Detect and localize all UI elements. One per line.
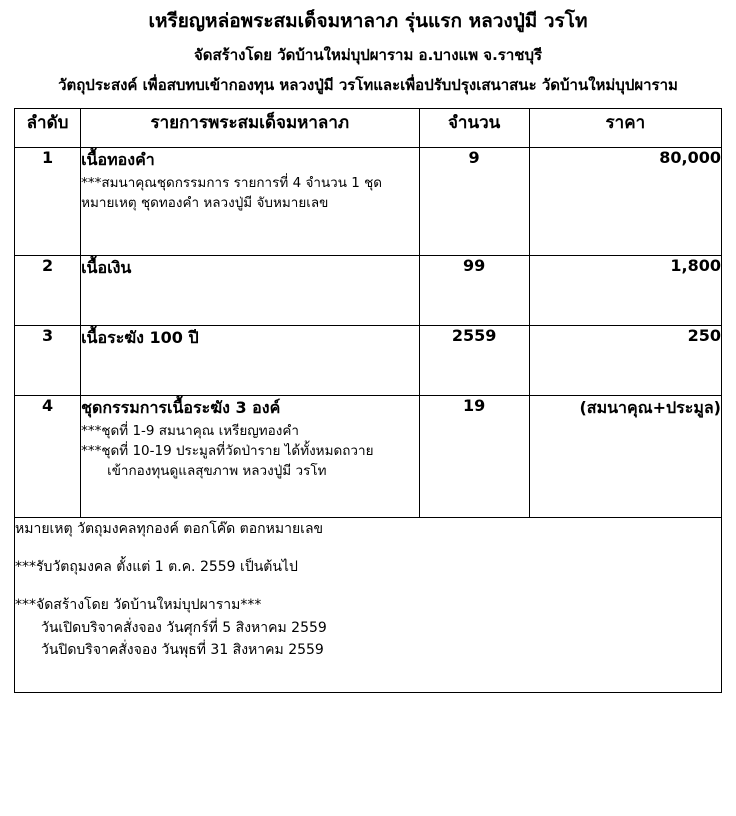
row-item: [81, 147, 419, 255]
row-price: 1,800: [529, 255, 721, 325]
items-table: [14, 108, 722, 693]
row-price: (สมนาคุณ+ประมูล): [529, 395, 721, 517]
row-qty: 99: [419, 255, 529, 325]
column-header-item: รายการพระสมเด็จมหาลาภ: [81, 108, 419, 147]
page-title: เหรียญหล่อพระสมเด็จมหาลาภ รุ่นแรก หลวงปู่มี วรโท: [148, 10, 588, 32]
subtitle-creator: จัดสร้างโดย วัดบ้านใหม่บุปผาราม อ.บางแพ จ.ราชบุรี: [193, 45, 543, 64]
row-item-title: เนื้อเงิน: [81, 257, 132, 277]
spacer: [15, 578, 721, 594]
row-item-note: ***ชุดที่ 10-19 ประมูลที่วัดป่าราย ได้ทั้งหมดถวาย: [81, 442, 374, 459]
footer-row: [15, 517, 722, 692]
table-row: [15, 255, 722, 325]
footer-note-5: วันปิดบริจาคสั่งจอง วันพุธที่ 31 สิงหาคม 2559: [41, 642, 324, 659]
table-row: [15, 325, 722, 395]
table-body: [15, 147, 722, 692]
row-item-note: หมายเหตุ ชุดทองคำ หลวงปู่มี จับหมายเลข: [81, 194, 329, 211]
row-item-note: ***สมนาคุณชุดกรรมการ รายการที่ 4 จำนวน 1 ชุด: [81, 174, 383, 191]
row-item: [81, 395, 419, 517]
row-no: 2: [15, 255, 81, 325]
row-item-title: เนื้อทองคำ: [81, 149, 155, 169]
row-item: [81, 325, 419, 395]
table-head: [15, 108, 722, 147]
table-header-row: [15, 108, 722, 147]
row-price: 80,000: [529, 147, 721, 255]
column-header-qty: จำนวน: [419, 108, 529, 147]
footer-notes: [15, 517, 722, 692]
row-no: 4: [15, 395, 81, 517]
footer-note-3: ***จัดสร้างโดย วัดบ้านใหม่บุปผาราม***: [15, 597, 262, 614]
footer-note-2: ***รับวัตถุมงคล ตั้งแต่ 1 ต.ค. 2559 เป็นต้นไป: [15, 558, 298, 575]
column-header-price: ราคา: [529, 108, 721, 147]
row-item-title: ชุดกรรมการเนื้อระฆัง 3 องค์: [81, 397, 281, 417]
column-header-no: ลำดับ: [15, 108, 81, 147]
row-item-note: ***ชุดที่ 1-9 สมนาคุณ เหรียญทองคำ: [81, 422, 299, 439]
table-row: [15, 147, 722, 255]
footer-note-4: วันเปิดบริจาคสั่งจอง วันศุกร์ที่ 5 สิงหาคม 2559: [41, 619, 327, 636]
document-header: [0, 0, 736, 96]
row-no: 3: [15, 325, 81, 395]
row-item: [81, 255, 419, 325]
row-item-title: เนื้อระฆัง 100 ปี: [81, 327, 199, 347]
subtitle-purpose: วัตถุประสงค์ เพื่อสบทบเข้ากองทุน หลวงปู่มี วรโทและเพื่อปรับปรุงเสนาสนะ วัดบ้านใหม่บุปผาราม: [58, 75, 678, 94]
spacer: [15, 540, 721, 556]
row-qty: 9: [419, 147, 529, 255]
row-no: 1: [15, 147, 81, 255]
row-qty: 19: [419, 395, 529, 517]
row-item-note: เข้ากองทุนดูแลสุขภาพ หลวงปู่มี วรโท: [107, 463, 327, 480]
row-price: 250: [529, 325, 721, 395]
footer-note-1: หมายเหตุ วัตถุมงคลทุกองค์ ตอกโค๊ด ตอกหมายเลข: [15, 520, 324, 537]
table-row: [15, 395, 722, 517]
row-qty: 2559: [419, 325, 529, 395]
